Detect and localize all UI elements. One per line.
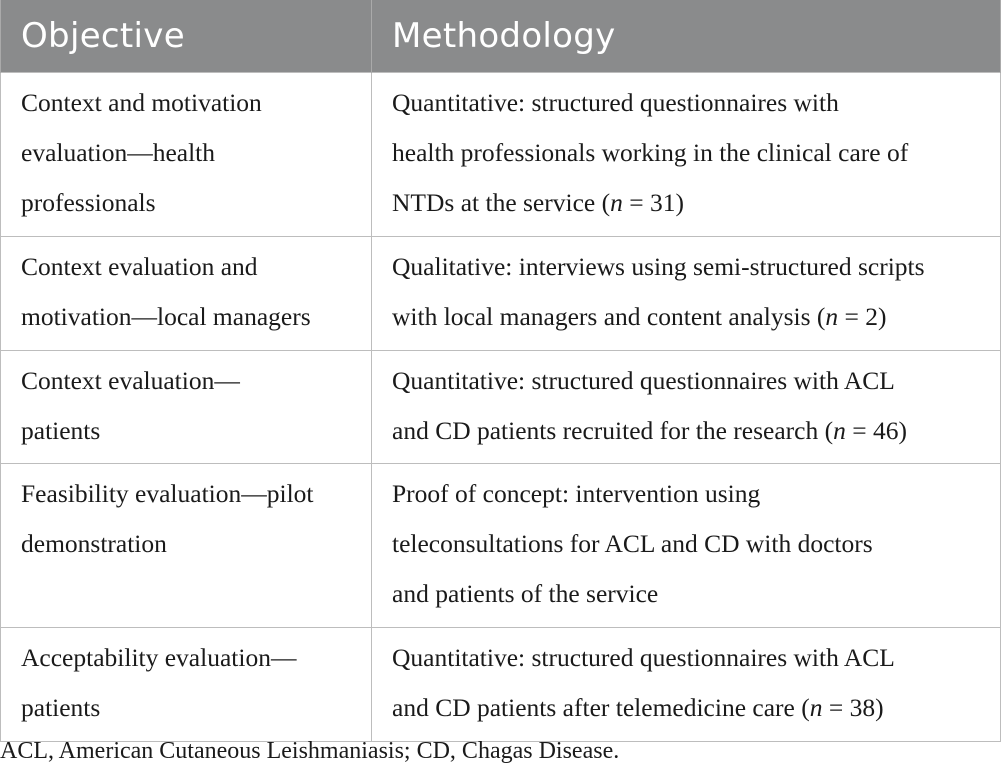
cell-text: and CD patients after telemedicine care ( <box>392 693 810 722</box>
methodology-cell <box>372 464 1001 628</box>
sample-size-symbol: n <box>825 302 839 331</box>
table-row <box>1 351 1001 464</box>
cell-line <box>392 178 988 228</box>
cell-line: Context and motivation <box>21 88 262 117</box>
header-methodology: Methodology <box>372 0 1001 73</box>
sample-size-value: = 31) <box>622 188 684 217</box>
sample-size-value: = 2) <box>838 302 887 331</box>
cell-line: motivation—local managers <box>21 302 311 331</box>
cell-line: professionals <box>21 188 156 217</box>
objective-cell <box>1 73 372 237</box>
cell-line: Quantitative: structured questionnaires with ACL <box>392 366 895 395</box>
cell-line: demonstration <box>21 529 167 558</box>
cell-line <box>392 683 988 733</box>
objective-cell <box>1 464 372 628</box>
cell-text: and CD patients recruited for the research ( <box>392 416 834 445</box>
cell-line: patients <box>21 416 101 445</box>
cell-line: Context evaluation and <box>21 252 258 281</box>
table-row <box>1 73 1001 237</box>
methodology-cell <box>372 237 1001 351</box>
sample-size-value: = 38) <box>822 693 884 722</box>
cell-line: Context evaluation— <box>21 366 240 395</box>
cell-line: evaluation—health <box>21 138 216 167</box>
table-row <box>1 237 1001 351</box>
table-row <box>1 464 1001 628</box>
cell-line: teleconsultations for ACL and CD with doctors <box>392 529 873 558</box>
methodology-cell <box>372 351 1001 464</box>
cell-line: health professionals working in the clinical care of <box>392 138 909 167</box>
sample-size-symbol: n <box>610 188 623 217</box>
objective-cell <box>1 237 372 351</box>
cell-line: and patients of the service <box>392 579 659 608</box>
sample-size-symbol: n <box>833 416 846 445</box>
cell-line: Acceptability evaluation— <box>21 643 297 672</box>
methodology-cell <box>372 73 1001 237</box>
cell-line: Quantitative: structured questionnaires with ACL <box>392 643 895 672</box>
cell-text: NTDs at the service ( <box>392 188 611 217</box>
cell-line: Feasibility evaluation—pilot <box>21 479 314 508</box>
table-row <box>1 628 1001 742</box>
cell-line <box>392 406 988 456</box>
cell-line: Quantitative: structured questionnaires with <box>392 88 839 117</box>
methodology-cell <box>372 628 1001 742</box>
cell-line <box>392 292 988 342</box>
cell-text: with local managers and content analysis ( <box>392 302 826 331</box>
objective-cell <box>1 628 372 742</box>
sample-size-symbol: n <box>809 693 823 722</box>
cell-line: Proof of concept: intervention using <box>392 479 761 508</box>
sample-size-value: = 46) <box>845 416 907 445</box>
header-objective: Objective <box>1 0 372 73</box>
cell-line: patients <box>21 693 101 722</box>
objective-cell <box>1 351 372 464</box>
table-header-row <box>1 0 1001 73</box>
table-footnote: ACL, American Cutaneous Leishmaniasis; CD, Chagas Disease. <box>0 738 620 764</box>
cell-line: Qualitative: interviews using semi-structured scripts <box>392 252 925 281</box>
